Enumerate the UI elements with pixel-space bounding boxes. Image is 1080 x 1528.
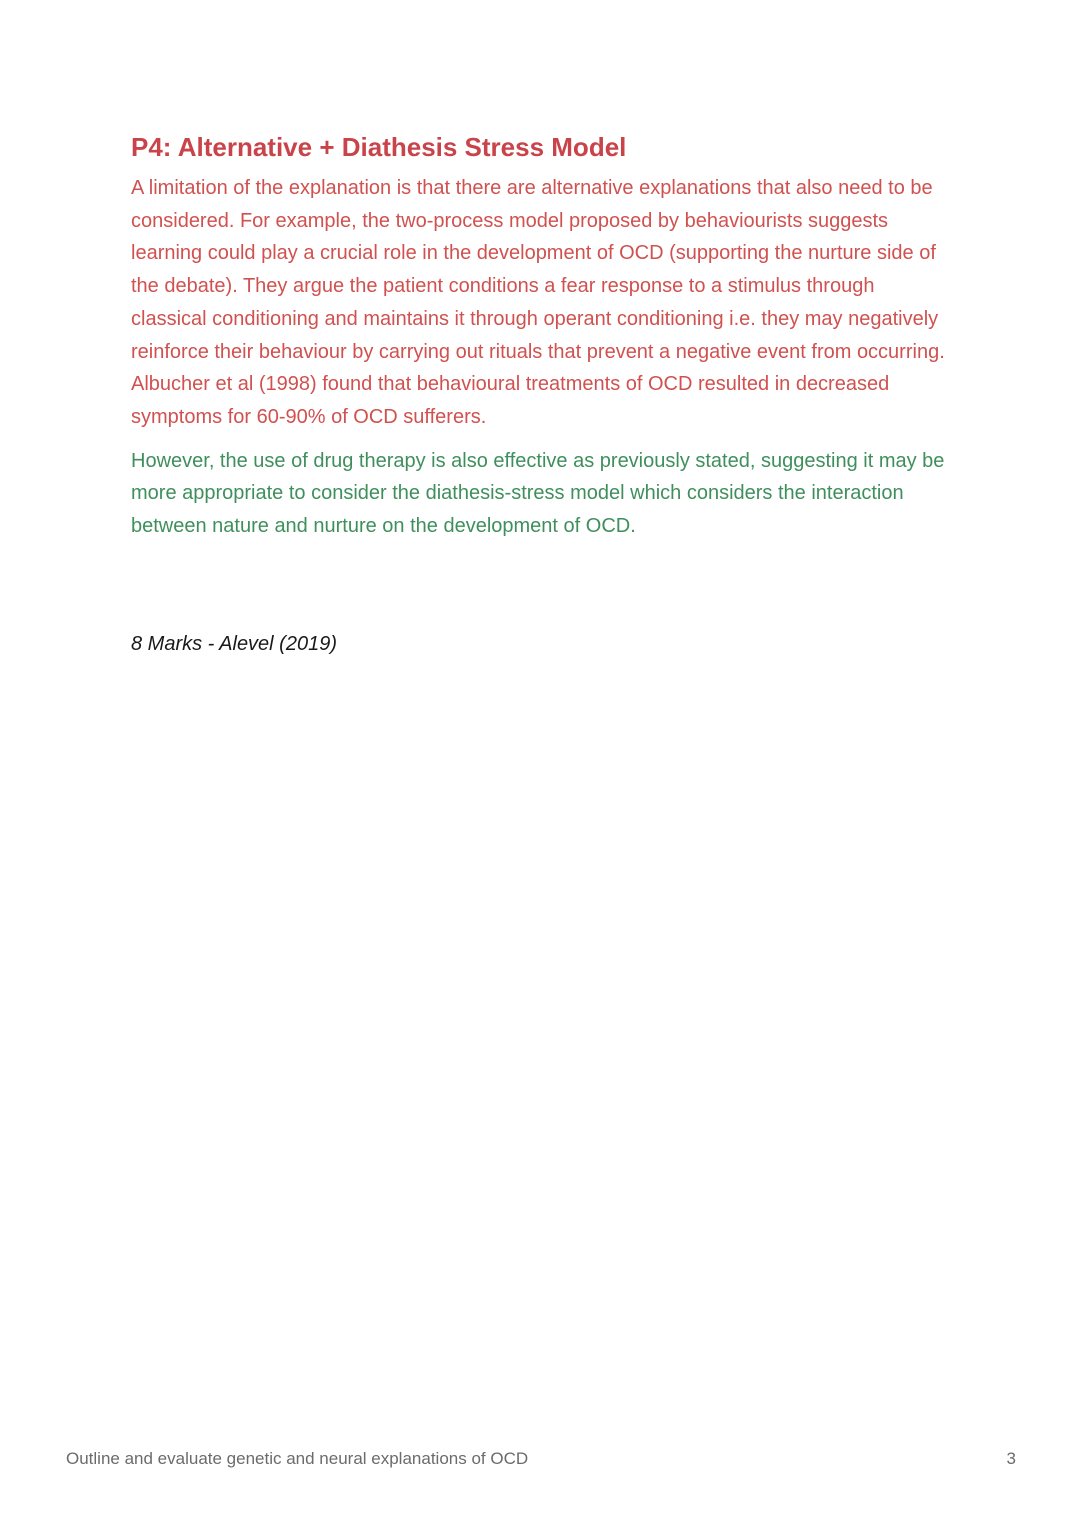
marks-note: 8 Marks - Alevel (2019) (131, 633, 337, 655)
footer-title: Outline and evaluate genetic and neural explanations of OCD (66, 1449, 529, 1468)
section-heading: P4: Alternative + Diathesis Stress Model (131, 132, 627, 162)
page-number: 3 (1006, 1449, 1016, 1468)
counterpoint-paragraph: However, the use of drug therapy is also effective as previously stated, suggesting it may be more appropriate to consider the diathesis-stress model which considers the interaction between nature and nurture on the development of OCD. (131, 449, 945, 538)
limitation-paragraph: A limitation of the explanation is that there are alternative explanations that also need to be considered. For example, the two-process model proposed by behaviourists suggests learning could play a crucial role in the development of OCD (supporting the nurture side of the debate). They argue the patient conditions a fear response to a stimulus through classical conditioning and maintains it through operant conditioning i.e. they may negatively reinforce their behaviour by carrying out rituals that prevent a negative event from occurring. Albucher et al (1998) found that behavioural treatments of OCD resulted in decreased symptoms for 60-90% of OCD sufferers. (131, 177, 945, 428)
evaluation-section (131, 130, 951, 543)
